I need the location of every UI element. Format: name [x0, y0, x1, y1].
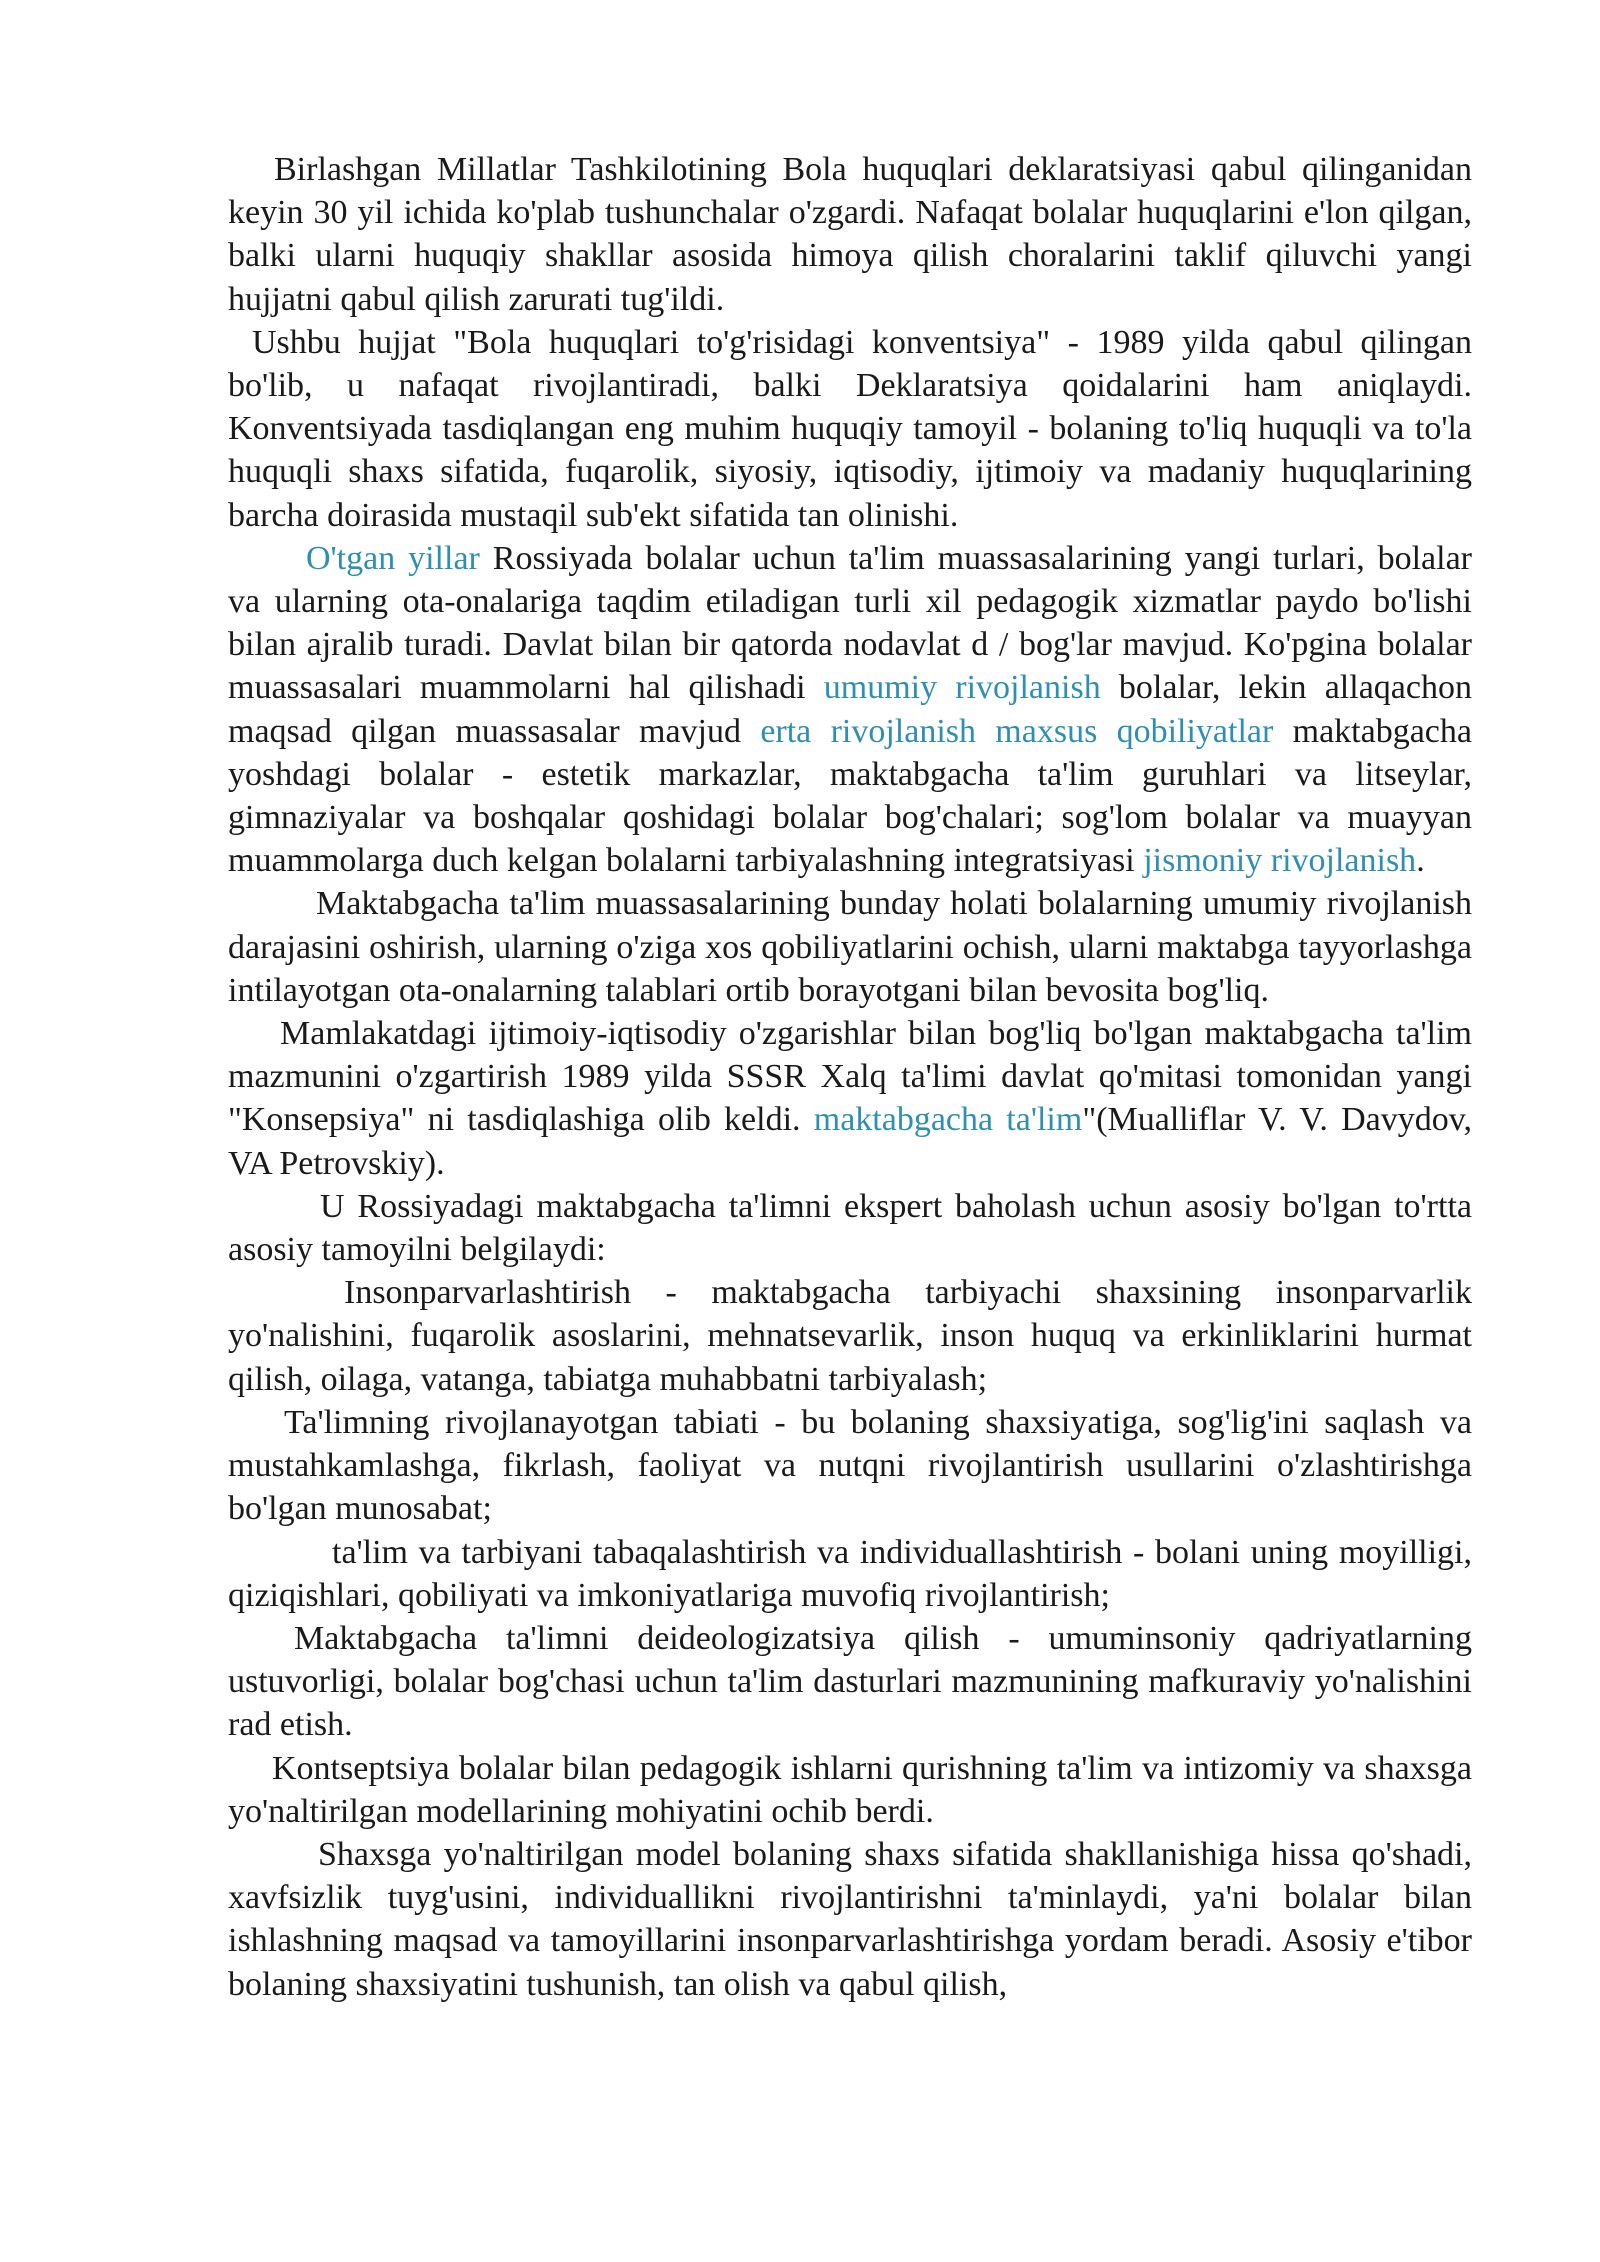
paragraph-developing-nature: Ta'limning rivojlanayotgan tabiati - bu bolaning shaxsiyatiga, sog'lig'ini saqlash va mustahkamlashga, fikrlash, faoliyat va nutqni rivojlantirish usullarini o'zlashtirishga bo'lgan munosabat;	[228, 1403, 1472, 1528]
link-erta-rivojlanish[interactable]: erta rivojlanish maxsus qobiliyatlar	[760, 712, 1274, 750]
paragraph-principles-intro: U Rossiyadagi maktabgacha ta'limni ekspert baholash uchun asosiy bo'lgan to'rtta asosiy tamoyilni belgilaydi:	[228, 1187, 1472, 1269]
link-jismoniy-rivojlanish[interactable]: jismoniy rivojlanish	[1143, 842, 1417, 880]
paragraph-concept	[228, 1012, 1472, 1185]
paragraph-person-oriented-model: Shaxsga yo'naltirilgan model bolaning shaxs sifatida shakllanishiga hissa qo'shadi, xavfsizlik tuyg'usini, individuallikni rivojlantirishni ta'minlaydi, ya'ni bolalar bilan ishlashning maqsad va tamoyillarini insonparvarlashtirishga yordam beradi. Asosiy e'tibor bolaning shaxsiyatini tushunish, tan olish va qabul qilish,	[228, 1835, 1472, 2003]
paragraph-models: Kontseptsiya bolalar bilan pedagogik ishlarni qurishning ta'lim va intizomiy va shaxsga yo'naltirilgan modellarining mohiyatini ochib berdi.	[228, 1749, 1472, 1830]
paragraph-text: "(Mualliflar V. V. Davydov, VA Petrovskiy).	[228, 1101, 1473, 1182]
paragraph-new-institutions	[228, 537, 1472, 883]
paragraph-humanization: Insonparvarlashtirish - maktabgacha tarbiyachi shaxsining insonparvarlik yo'nalishini, fuqarolik asoslarini, mehnatsevarlik, inson huquq va erkinliklarini hurmat qilish, oilaga, vatanga, tabiatga muhabbatni tarbiyalash;	[228, 1274, 1472, 1398]
link-otgan-yillar[interactable]: O'tgan yillar	[306, 539, 480, 577]
paragraph-convention: Ushbu hujjat "Bola huquqlari to'g'risidagi konventsiya" - 1989 yilda qabul qilingan bo'lib, u nafaqat rivojlantiradi, balki Deklaratsiya qoidalarini ham aniqlaydi. Konventsiyada tasdiqlangan eng muhim huquqiy tamoyil - bolaning to'liq huquqli va to'la huquqli shaxs sifatida, fuqarolik, siyosiy, iqtisodiy, ijtimoiy va madaniy huquqlarining barcha doirasida mustaqil sub'ekt sifatida tan olinishi.	[228, 323, 1472, 534]
paragraph-deideologization: Maktabgacha ta'limni deideologizatsiya qilish - umuminsoniy qadriyatlarning ustuvorligi, bolalar bog'chasi uchun ta'lim dasturlari mazmunining mafkuraviy yo'nalishini rad etish.	[228, 1619, 1472, 1744]
paragraph-differentiation: ta'lim va tarbiyani tabaqalashtirish va individuallashtirish - bolani uning moyilligi, qiziqishlari, qobiliyati va imkoniyatlariga muvofiq rivojlantirish;	[228, 1533, 1472, 1614]
paragraph-parent-demands: Maktabgacha ta'lim muassasalarining bunday holati bolalarning umumiy rivojlanish darajasini oshirish, ularning o'ziga xos qobiliyatlarini ochish, ularni maktabga tayyorlashga intilayotgan ota-onalarning talablari ortib borayotgani bilan bevosita bog'liq.	[228, 885, 1472, 1009]
paragraph-text: .	[1416, 842, 1425, 880]
document-page	[228, 148, 1472, 2006]
link-umumiy-rivojlanish[interactable]: umumiy rivojlanish	[823, 669, 1101, 707]
link-maktabgacha-talim[interactable]: maktabgacha ta'lim	[813, 1101, 1083, 1139]
paragraph-text: bolalar, lekin allaqachon maqsad qilgan muassasalar mavjud	[228, 669, 1472, 750]
paragraph-text: maktabgacha yoshdagi bolalar - estetik markazlar, maktabgacha ta'lim guruhlari va litseylar, gimnaziyalar va boshqalar qoshidagi bolalar bog'chalari; sog'lom bolalar va muayyan muammolarga duch kelgan bolalarni tarbiyalashning integratsiyasi	[228, 712, 1472, 880]
paragraph-text: Rossiyada bolalar uchun ta'lim muassasalarining yangi turlari, bolalar va ularning ota-onalariga taqdim etiladigan turli xil pedagogik xizmatlar paydo bo'lishi bilan ajralib turadi. Davlat bilan bir qatorda nodavlat d / bog'lar mavjud. Ko'pgina bolalar muassasalari muammolarni hal qilishadi	[228, 539, 1473, 707]
paragraph-declaration: Birlashgan Millatlar Tashkilotining Bola huquqlari deklaratsiyasi qabul qilinganidan keyin 30 yil ichida ko'plab tushunchalar o'zgardi. Nafaqat bolalar huquqlarini e'lon qilgan, balki ularni huquqiy shakllar asosida himoya qilish choralarini taklif qiluvchi yangi hujjatni qabul qilish zarurati tug'ildi.	[228, 151, 1472, 318]
paragraph-text: Mamlakatdagi ijtimoiy-iqtisodiy o'zgarishlar bilan bog'liq bo'lgan maktabgacha ta'lim mazmunini o'zgartirish 1989 yilda SSSR Xalq ta'limi davlat qo'mitasi tomonidan yangi "Konsepsiya" ni tasdiqlashiga olib keldi.	[228, 1015, 1472, 1139]
